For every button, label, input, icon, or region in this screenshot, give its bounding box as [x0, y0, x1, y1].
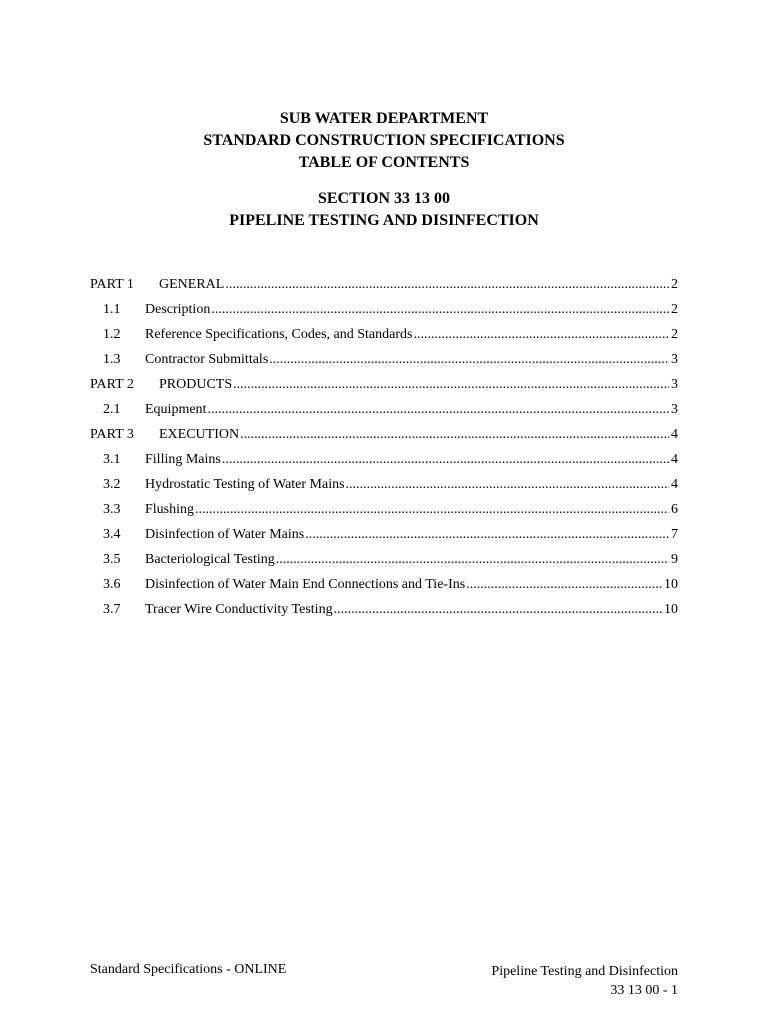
toc-entry-label: EXECUTION	[159, 427, 240, 442]
toc-entry-label: Reference Specifications, Codes, and Standards	[145, 327, 413, 342]
toc-entry-page: 4	[671, 427, 678, 442]
toc-entry-number: 3.4	[103, 527, 121, 542]
dot-leader	[195, 501, 669, 519]
toc-entry-number: 3.6	[103, 577, 121, 592]
toc-entry-page: 4	[671, 477, 678, 492]
footer-left-text: Standard Specifications - ONLINE	[90, 962, 287, 977]
toc-title: TABLE OF CONTENTS	[298, 154, 470, 171]
toc-entry-3-5[interactable]	[90, 551, 678, 576]
toc-entry-3-1[interactable]	[90, 451, 678, 476]
toc-entry-part-2[interactable]	[90, 376, 678, 401]
toc-entry-number: 1.2	[103, 327, 121, 342]
toc-entry-number: 3.3	[103, 502, 121, 517]
toc-entry-3-2[interactable]	[90, 476, 678, 501]
toc-entry-page: 10	[664, 602, 678, 617]
dot-leader	[276, 551, 669, 569]
toc-entry-label: Flushing	[145, 502, 195, 517]
dot-leader	[240, 426, 669, 444]
dot-leader	[269, 351, 669, 369]
toc-entry-label: Contractor Submittals	[145, 352, 269, 367]
toc-entry-part-3[interactable]	[90, 426, 678, 451]
toc-entry-page: 9	[671, 552, 678, 567]
dot-leader	[305, 526, 669, 544]
toc-entry-label: Equipment	[145, 402, 207, 417]
toc-entry-1-3[interactable]	[90, 351, 678, 376]
toc-entry-label: PRODUCTS	[159, 377, 233, 392]
dot-leader	[211, 301, 669, 319]
toc-entry-page: 3	[671, 377, 678, 392]
dot-leader	[413, 326, 669, 344]
toc-entry-label: Filling Mains	[145, 452, 221, 467]
dot-leader	[222, 451, 669, 469]
toc-entry-3-4[interactable]	[90, 526, 678, 551]
toc-entry-3-3[interactable]	[90, 501, 678, 526]
department-title: SUB WATER DEPARTMENT	[279, 110, 489, 127]
toc-entry-label: Disinfection of Water Mains	[145, 527, 305, 542]
toc-entry-page: 2	[671, 302, 678, 317]
document-header	[0, 108, 768, 232]
footer-document-title: Pipeline Testing and Disinfection	[491, 964, 678, 979]
dot-leader	[334, 601, 662, 619]
footer-page-number: 33 13 00 - 1	[610, 983, 678, 998]
toc-entry-number: 3.7	[103, 602, 121, 617]
section-title: PIPELINE TESTING AND DISINFECTION	[229, 212, 539, 229]
toc-entry-number: PART 1	[90, 277, 134, 292]
toc-entry-3-6[interactable]	[90, 576, 678, 601]
toc-entry-page: 10	[664, 577, 678, 592]
toc-entry-page: 4	[671, 452, 678, 467]
toc-entry-number: 3.2	[103, 477, 121, 492]
toc-entry-page: 3	[671, 402, 678, 417]
toc-entry-page: 2	[671, 327, 678, 342]
toc-entry-label: Hydrostatic Testing of Water Mains	[145, 477, 345, 492]
toc-entry-label: Bacteriological Testing	[145, 552, 275, 567]
dot-leader	[225, 276, 669, 294]
toc-entry-page: 7	[671, 527, 678, 542]
toc-entry-number: 3.5	[103, 552, 121, 567]
toc-entry-label: Description	[145, 302, 211, 317]
dot-leader	[346, 476, 669, 494]
toc-entry-number: 3.1	[103, 452, 121, 467]
dot-leader	[207, 401, 669, 419]
toc-entry-page: 2	[671, 277, 678, 292]
section-number: SECTION 33 13 00	[317, 190, 451, 207]
toc-entry-page: 6	[671, 502, 678, 517]
toc-entry-part-1[interactable]	[90, 276, 678, 301]
toc-entry-page: 3	[671, 352, 678, 367]
toc-entry-label: GENERAL	[159, 277, 225, 292]
toc-entry-1-1[interactable]	[90, 301, 678, 326]
table-of-contents	[90, 276, 678, 626]
toc-entry-number: 2.1	[103, 402, 121, 417]
toc-entry-number: PART 2	[90, 377, 134, 392]
toc-entry-number: 1.3	[103, 352, 121, 367]
toc-entry-label: Tracer Wire Conductivity Testing	[145, 602, 333, 617]
toc-entry-number: 1.1	[103, 302, 121, 317]
toc-entry-3-7[interactable]	[90, 601, 678, 626]
toc-entry-1-2[interactable]	[90, 326, 678, 351]
footer-right	[491, 962, 678, 1000]
toc-entry-label: Disinfection of Water Main End Connections and Tie-Ins	[145, 577, 466, 592]
dot-leader	[466, 576, 662, 594]
toc-entry-2-1[interactable]	[90, 401, 678, 426]
dot-leader	[233, 376, 669, 394]
toc-entry-number: PART 3	[90, 427, 134, 442]
specifications-title: STANDARD CONSTRUCTION SPECIFICATIONS	[203, 132, 565, 149]
